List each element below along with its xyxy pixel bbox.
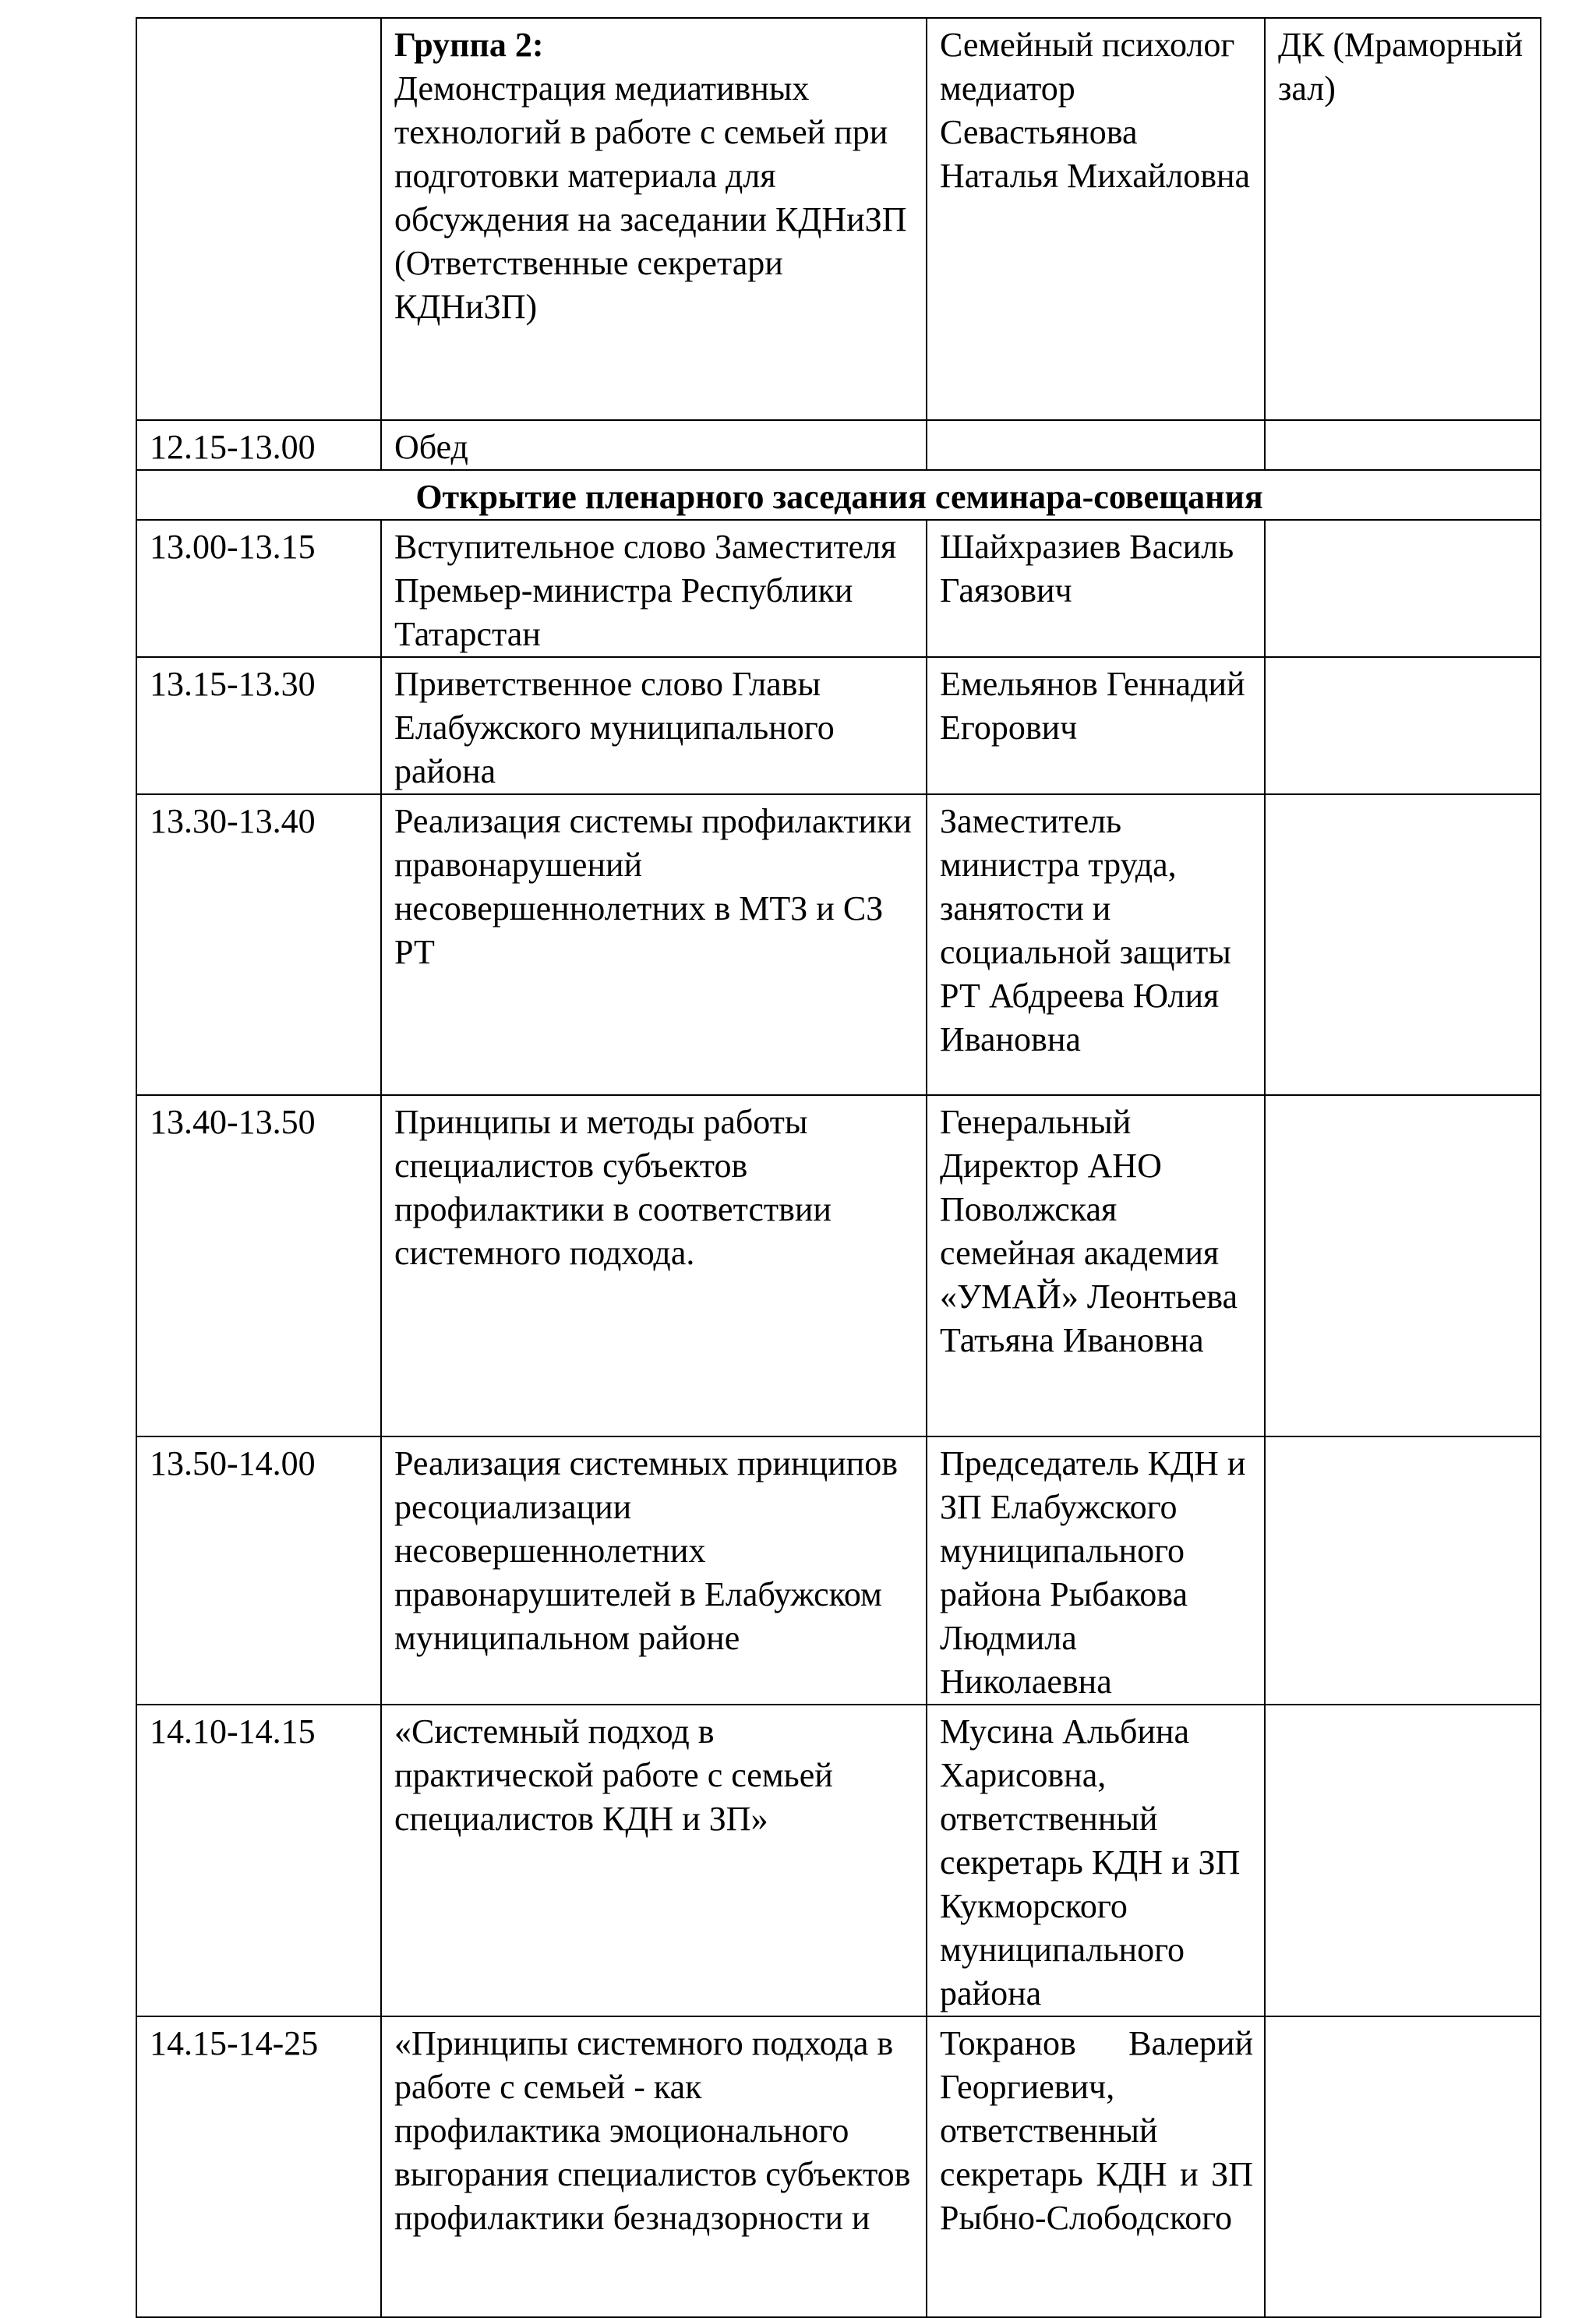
topic-cell: Принципы и методы работы специалистов субъектов профилактики в соответствии системного подхода. (381, 1095, 927, 1436)
time-cell: 13.50-14.00 (136, 1436, 381, 1705)
venue-cell (1265, 520, 1541, 657)
venue-cell: ДК (Мраморный зал) (1265, 18, 1541, 420)
topic-cell: Реализация системы профилактики правонарушений несовершеннолетних в МТЗ и СЗ РТ (381, 794, 927, 1095)
time-cell: 14.10-14.15 (136, 1705, 381, 2016)
group-title: Группа 2: (394, 26, 544, 64)
speaker-cell: Шайхразиев Василь Гаязович (927, 520, 1265, 657)
topic-cell: Приветственное слово Главы Елабужского муниципального района (381, 657, 927, 794)
table-row-lunch (136, 420, 1541, 470)
table-row (136, 1095, 1541, 1436)
speaker-cell: Генеральный Директор АНО Поволжская семейная академия «УМАЙ» Леонтьева Татьяна Ивановна (927, 1095, 1265, 1436)
table-row (136, 1436, 1541, 1705)
speaker-cell: Заместитель министра труда, занятости и социальной защиты РТ Абдреева Юлия Ивановна (927, 794, 1265, 1095)
speaker-cell: Емельянов Геннадий Егорович (927, 657, 1265, 794)
speaker-cell: Мусина Альбина Харисовна, ответственный секретарь КДН и ЗП Кукморского муниципального района (927, 1705, 1265, 2016)
agenda-page (136, 17, 1540, 2318)
topic-cell: «Принципы системного подхода в работе с семьей - как профилактика эмоционального выгорания специалистов субъектов профилактики безнадзорности и (381, 2016, 927, 2317)
time-cell: 13.15-13.30 (136, 657, 381, 794)
time-cell: 13.40-13.50 (136, 1095, 381, 1436)
speaker-cell: Токранов Валерий Георгиевич, ответственный секретарь КДН и ЗП Рыбно-Слободского (927, 2016, 1265, 2317)
topic-cell: Реализация системных принципов ресоциализации несовершеннолетних правонарушителей в Елабужском муниципальном районе (381, 1436, 927, 1705)
venue-cell (1265, 420, 1541, 470)
venue-cell (1265, 1436, 1541, 1705)
venue-cell (1265, 2016, 1541, 2317)
group-description: Демонстрация медиативных технологий в работе с семьей при подготовки материала для обсуждения на заседании КДНиЗП (Ответственные секретари КДНиЗП) (394, 69, 907, 326)
table-row (136, 520, 1541, 657)
table-row (136, 2016, 1541, 2317)
table-row (136, 1705, 1541, 2016)
topic-cell (381, 18, 927, 420)
time-cell: 14.15-14-25 (136, 2016, 381, 2317)
topic-cell: Вступительное слово Заместителя Премьер-министра Республики Татарстан (381, 520, 927, 657)
time-cell: 13.00-13.15 (136, 520, 381, 657)
topic-cell: Обед (381, 420, 927, 470)
section-heading: Открытие пленарного заседания семинара-совещания (136, 470, 1541, 520)
venue-cell (1265, 794, 1541, 1095)
venue-cell (1265, 1705, 1541, 2016)
venue-cell (1265, 1095, 1541, 1436)
speaker-cell (927, 420, 1265, 470)
speaker-cell: Председатель КДН и ЗП Елабужского муниципального района Рыбакова Людмила Николаевна (927, 1436, 1265, 1705)
venue-cell (1265, 657, 1541, 794)
topic-cell: «Системный подход в практической работе с семьей специалистов КДН и ЗП» (381, 1705, 927, 2016)
time-cell (136, 18, 381, 420)
table-row-section-header (136, 470, 1541, 520)
table-row (136, 657, 1541, 794)
table-row-group2 (136, 18, 1541, 420)
speaker-cell: Семейный психолог медиатор Севастьянова Наталья Михайловна (927, 18, 1265, 420)
time-cell: 12.15-13.00 (136, 420, 381, 470)
table-row (136, 794, 1541, 1095)
time-cell: 13.30-13.40 (136, 794, 381, 1095)
agenda-table (136, 17, 1541, 2318)
